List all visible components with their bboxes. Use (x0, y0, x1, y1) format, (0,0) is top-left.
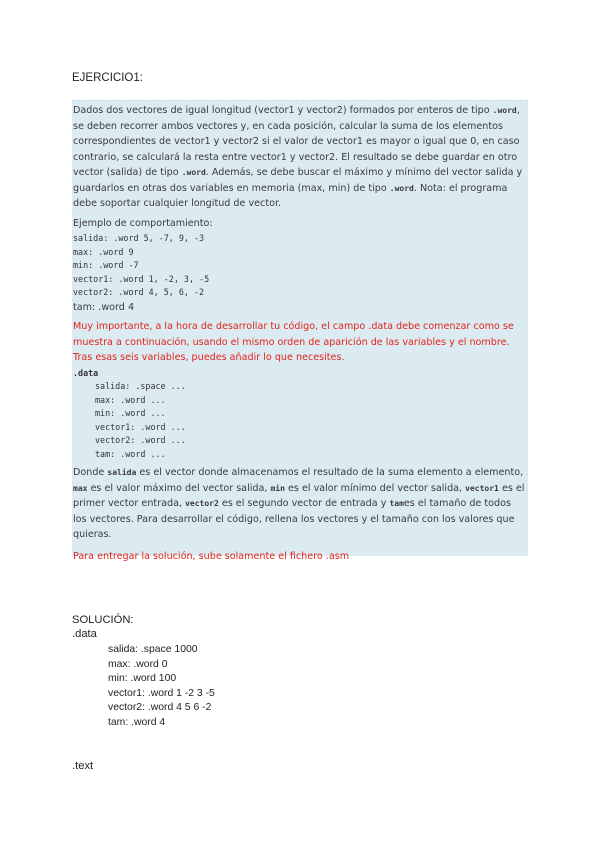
example-tam-line: tam: .word 4 (73, 301, 135, 313)
data-line: vector1: .word ... (95, 421, 186, 432)
desc-text: es el tamaño de todos los vectores. Para desarrollar el código, rellena los vectores y el tamaño con los valores que quieras. (73, 498, 515, 540)
data-line: max: .word ... (95, 394, 166, 405)
var-tam: tam (389, 499, 404, 508)
example-line: max: .word 9 (73, 246, 134, 257)
var-vector1: vector1 (465, 483, 499, 493)
data-line: vector2: .word ... (95, 435, 186, 445)
desc-text: es el valor máximo del vector salida, (90, 482, 268, 494)
desc-text: Donde (73, 467, 105, 478)
solution-line: tam: .word 4 (108, 716, 166, 728)
example-line: salida: .word 5, -7, 9, -3 (73, 233, 205, 243)
desc-text: es el segundo vector de entrada y (221, 498, 387, 509)
var-vector2: vector2 (185, 499, 219, 508)
data-template-block (73, 367, 527, 462)
statement-box (72, 100, 528, 562)
var-max: max (73, 483, 88, 493)
statement-text-4: . Nota: el programa debe soportar cualquier longitud de vector. (73, 182, 508, 209)
var-min: min (270, 483, 285, 493)
delivery-note: Para entregar la solución, sube solamente el fichero .asm (73, 550, 350, 562)
example-line: vector1: .word 1, -2, 3, -5 (73, 273, 210, 284)
solution-line: max: .word 0 (108, 658, 168, 670)
data-header: .data (73, 367, 99, 378)
desc-text: es el primer vector entrada, (73, 482, 525, 509)
desc-text: es el vector donde almacenamos el resultado de la suma elemento a elemento, (139, 467, 524, 478)
example-line: min: .word -7 (73, 260, 139, 270)
solution-line: vector2: .word 4 5 6 -2 (108, 702, 212, 714)
solution-line: min: .word 100 (108, 673, 177, 685)
variables-description (73, 465, 527, 543)
solution-title: SOLUCIÓN: (72, 614, 134, 626)
solution-line: vector1: .word 1 -2 3 -5 (108, 687, 215, 699)
statement-text-2: , se deben recorrer ambos vectores y, en cada posición, calcular la suma de los elementos correspondientes de vector1 y vector2 si el valor de vector1 es mayor o igual que 0, en caso contrario, se calculará la resta entre vector1 y vector2. El resultado se debe guardar en otro vector (salida) de tipo (73, 105, 520, 178)
data-line: salida: .space ... (95, 381, 186, 391)
word-keyword: .word (492, 106, 517, 115)
word-keyword: .word (181, 168, 206, 177)
exercise-title: EJERCICIO1: (72, 72, 143, 84)
solution-data-directive: .data (72, 628, 97, 640)
example-block (73, 232, 527, 300)
example-line: vector2: .word 4, 5, 6, -2 (73, 287, 205, 297)
var-salida: salida (107, 468, 137, 477)
desc-text: es el valor mínimo del vector salida, (288, 482, 463, 494)
solution-text-directive: .text (72, 760, 94, 772)
data-line: tam: .word ... (95, 448, 166, 459)
example-heading: Ejemplo de comportamiento: (73, 217, 213, 229)
word-keyword: .word (389, 183, 414, 193)
data-line: min: .word ... (95, 408, 166, 418)
statement-text-3: . Además, se debe buscar el máximo y mínimo del vector salida y guardarlos en otras dos variables en memoria (max, min) de tipo (73, 167, 523, 194)
statement-paragraph (73, 103, 527, 212)
solution-data-block (108, 643, 215, 731)
solution-line: salida: .space 1000 (108, 644, 198, 655)
statement-text-1: Dados dos vectores de igual longitud (vector1 y vector2) formados por enteros de tipo (73, 105, 490, 116)
important-note: Muy importante, a la hora de desarrollar tu código, el campo .data debe comenzar como se muestra a continuación, usando el mismo orden de aparición de las variables y el nombre. Tras esas seis variables, puedes añadir lo que necesites. (73, 321, 514, 363)
